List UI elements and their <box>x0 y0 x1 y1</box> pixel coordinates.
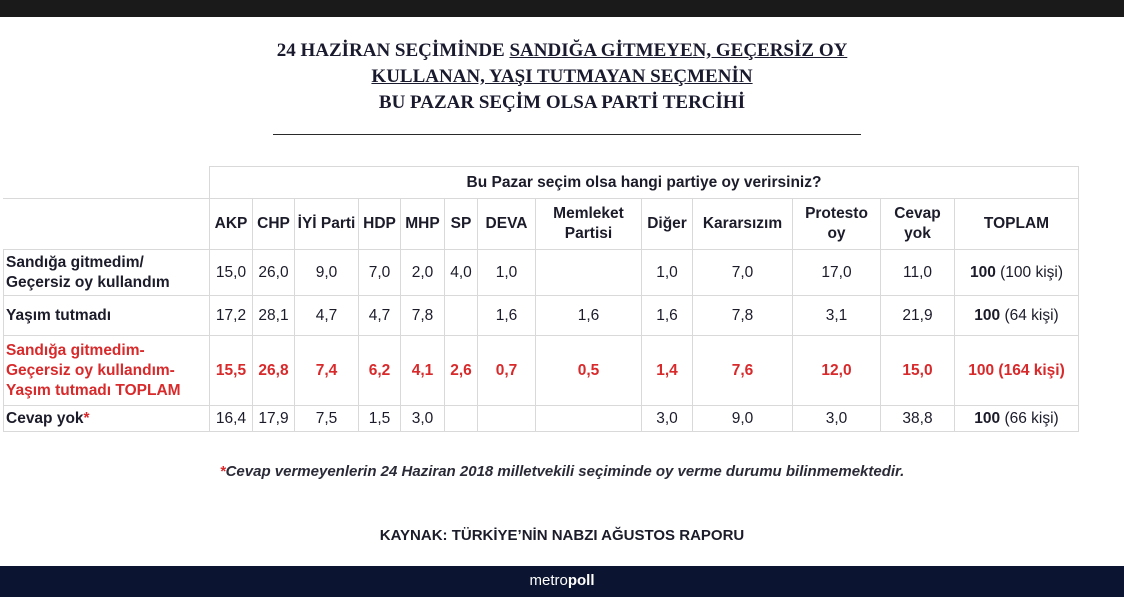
col-header: İYİ Parti <box>295 199 359 250</box>
top-bar <box>0 0 1124 17</box>
table-cell: 17,2 <box>210 296 253 336</box>
title-divider <box>273 134 861 135</box>
footnote <box>0 463 1124 480</box>
table-cell <box>478 406 536 432</box>
table-cell: 1,6 <box>642 296 693 336</box>
col-header: TOPLAM <box>955 199 1079 250</box>
title-line3: BU PAZAR SEÇİM OLSA PARTİ TERCİHİ <box>378 92 746 113</box>
table-cell: 7,8 <box>401 296 445 336</box>
table-cell: 1,5 <box>359 406 401 432</box>
table-cell: 9,0 <box>295 250 359 296</box>
table-cell: 38,8 <box>881 406 955 432</box>
col-header: Memleket Partisi <box>536 199 642 250</box>
total-value: 100 <box>974 409 1001 427</box>
table-cell: 1,0 <box>642 250 693 296</box>
table-cell <box>536 406 642 432</box>
table-cell <box>536 250 642 296</box>
table-row-total <box>4 336 1079 406</box>
table-cell <box>445 296 478 336</box>
title-line1-underlined: SANDIĞA GİTMEYEN, GEÇERSİZ OY <box>509 40 848 61</box>
total-count: (164 kişi) <box>994 361 1065 379</box>
results-table <box>3 166 1079 432</box>
total-cell <box>955 250 1079 296</box>
col-header: Kararsızım <box>693 199 793 250</box>
col-header: CHP <box>253 199 295 250</box>
brand-logo <box>529 572 594 589</box>
table-cell: 7,0 <box>693 250 793 296</box>
col-header: Protesto oy <box>793 199 881 250</box>
table-row <box>4 296 1079 336</box>
row-label-text: Cevap yok* <box>6 409 90 427</box>
table-cell: 1,6 <box>536 296 642 336</box>
table-cell: 28,1 <box>253 296 295 336</box>
table-cell: 3,0 <box>793 406 881 432</box>
footnote-star: * <box>219 463 226 480</box>
table-cell: 3,0 <box>642 406 693 432</box>
title-line1-prefix: 24 HAZİRAN SEÇİMİNDE <box>276 40 510 61</box>
table-cell: 16,4 <box>210 406 253 432</box>
total-value: 100 <box>968 361 995 379</box>
table-cell: 7,6 <box>693 336 793 406</box>
table-corner <box>4 167 210 199</box>
page-title <box>0 38 1124 116</box>
table-cell: 4,7 <box>295 296 359 336</box>
table-cell: 15,0 <box>210 250 253 296</box>
table-cell: 2,6 <box>445 336 478 406</box>
table-cell: 17,9 <box>253 406 295 432</box>
table-cell: 4,0 <box>445 250 478 296</box>
table-cell: 0,5 <box>536 336 642 406</box>
table-cell: 1,6 <box>478 296 536 336</box>
table-cell <box>445 406 478 432</box>
total-cell <box>955 406 1079 432</box>
source-credit: KAYNAK: TÜRKİYE’NİN NABZI AĞUSTOS RAPORU <box>379 527 745 544</box>
brand-part1: metro <box>529 572 568 589</box>
table-cell: 15,5 <box>210 336 253 406</box>
table-cell: 4,1 <box>401 336 445 406</box>
total-cell <box>955 296 1079 336</box>
table-cell: 0,7 <box>478 336 536 406</box>
col-header: MHP <box>401 199 445 250</box>
row-label <box>4 406 210 432</box>
table-cell: 6,2 <box>359 336 401 406</box>
table-cell: 1,4 <box>642 336 693 406</box>
total-value: 100 <box>969 263 996 281</box>
col-header: AKP <box>210 199 253 250</box>
footnote-text: Cevap vermeyenlerin 24 Haziran 2018 milletvekili seçiminde oy verme durumu bilinmemektedir. <box>225 463 905 480</box>
col-header: Cevap yok <box>881 199 955 250</box>
table-cell: 7,0 <box>359 250 401 296</box>
table-cell: 2,0 <box>401 250 445 296</box>
total-count: (100 kişi) <box>995 263 1064 281</box>
col-header: SP <box>445 199 478 250</box>
table-cell: 4,7 <box>359 296 401 336</box>
table-question: Bu Pazar seçim olsa hangi partiye oy verirsiniz? <box>210 167 1079 199</box>
header-blank <box>4 199 210 250</box>
table-cell: 26,8 <box>253 336 295 406</box>
total-cell <box>955 336 1079 406</box>
col-header: DEVA <box>478 199 536 250</box>
table-cell: 26,0 <box>253 250 295 296</box>
table-row <box>4 406 1079 432</box>
table-cell: 11,0 <box>881 250 955 296</box>
asterisk-mark: * <box>83 409 90 427</box>
table-row <box>4 250 1079 296</box>
table-cell: 21,9 <box>881 296 955 336</box>
table-cell: 15,0 <box>881 336 955 406</box>
row-label: Sandığa gitmedim- Geçersiz oy kullandım- Yaşım tutmadı TOPLAM <box>4 336 210 406</box>
table-cell: 9,0 <box>693 406 793 432</box>
col-header: Diğer <box>642 199 693 250</box>
table-cell: 17,0 <box>793 250 881 296</box>
table-cell: 7,8 <box>693 296 793 336</box>
footer-bar <box>0 566 1124 597</box>
table-cell: 7,5 <box>295 406 359 432</box>
total-count: (64 kişi) <box>1000 306 1059 324</box>
col-header: HDP <box>359 199 401 250</box>
table-cell: 1,0 <box>478 250 536 296</box>
row-label: Sandığa gitmedim/ Geçersiz oy kullandım <box>4 250 210 296</box>
table-cell: 3,1 <box>793 296 881 336</box>
title-line2-underlined: KULLANAN, YAŞI TUTMAYAN SEÇMENİN <box>371 66 753 87</box>
total-count: (66 kişi) <box>1000 409 1059 427</box>
row-label: Yaşım tutmadı <box>4 296 210 336</box>
table-cell: 7,4 <box>295 336 359 406</box>
total-value: 100 <box>974 306 1001 324</box>
table-cell: 3,0 <box>401 406 445 432</box>
brand-part2: poll <box>567 572 595 589</box>
table-cell: 12,0 <box>793 336 881 406</box>
